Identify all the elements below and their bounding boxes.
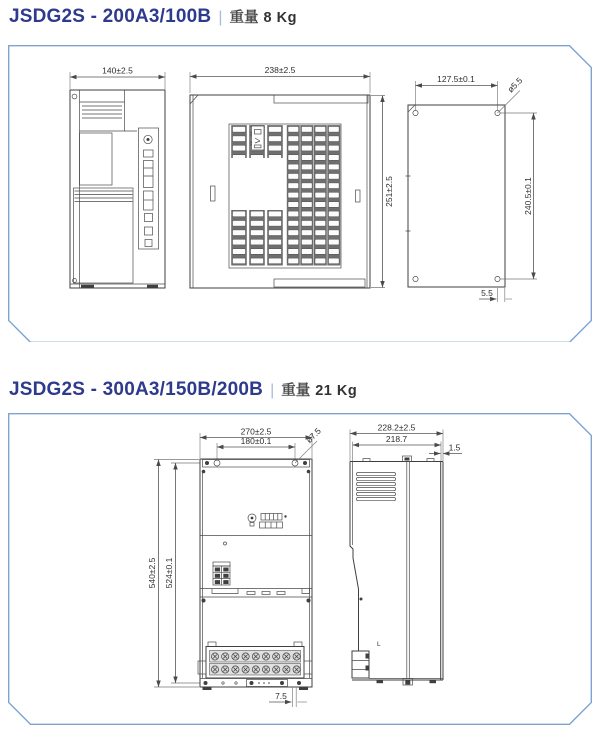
weight-label-2: 重量 [281, 383, 311, 399]
weight-value-2: 21 Kg [315, 383, 358, 399]
dim-hole-span-v: 240.5±0.1 [523, 177, 533, 215]
model-number-2: JSDG2S - 300A3/150B/200B [9, 379, 264, 400]
weight-value-1: 8 Kg [263, 10, 297, 26]
model-number-1: JSDG2S - 200A3/100B [9, 6, 212, 27]
dim-top-height-1: 251±2.5 [384, 176, 394, 207]
dim-front-height: 540±2.5 [147, 557, 157, 589]
dim-front-hole-dia: ø7.5 [303, 425, 323, 445]
dim-hole-span-h: 127.5±0.1 [437, 74, 475, 84]
dim-hole-dia-1: ø5.5 [505, 75, 525, 95]
side-label: L [377, 641, 381, 648]
section1-title [9, 6, 297, 28]
dim-front-hole-span-v: 524±0.1 [164, 557, 174, 589]
dim-top-width-1: 238±2.5 [264, 65, 296, 75]
dim-side-depth: 228.2±2.5 [377, 422, 416, 433]
dim-front-width-2: 270±2.5 [240, 426, 272, 437]
dim-side-top-offset: 1.5 [448, 442, 461, 453]
dim-front-width-1: 140±2.5 [102, 65, 133, 76]
rating-label-box [252, 126, 265, 150]
weight-label-1: 重量 [229, 10, 259, 26]
dimension-drawing-300a3 [8, 413, 592, 725]
dimension-drawing-200a3 [8, 45, 592, 342]
section2-title [9, 379, 357, 401]
dim-front-hole-span: 180±0.1 [240, 436, 272, 446]
title-separator-2: | [270, 382, 275, 399]
title-separator-1: | [218, 9, 223, 26]
dim-front-bottom-offset: 7.5 [275, 691, 287, 701]
dim-side-inner-depth: 218.7 [385, 434, 408, 444]
dim-bottom-offset-1: 5.5 [481, 288, 493, 298]
